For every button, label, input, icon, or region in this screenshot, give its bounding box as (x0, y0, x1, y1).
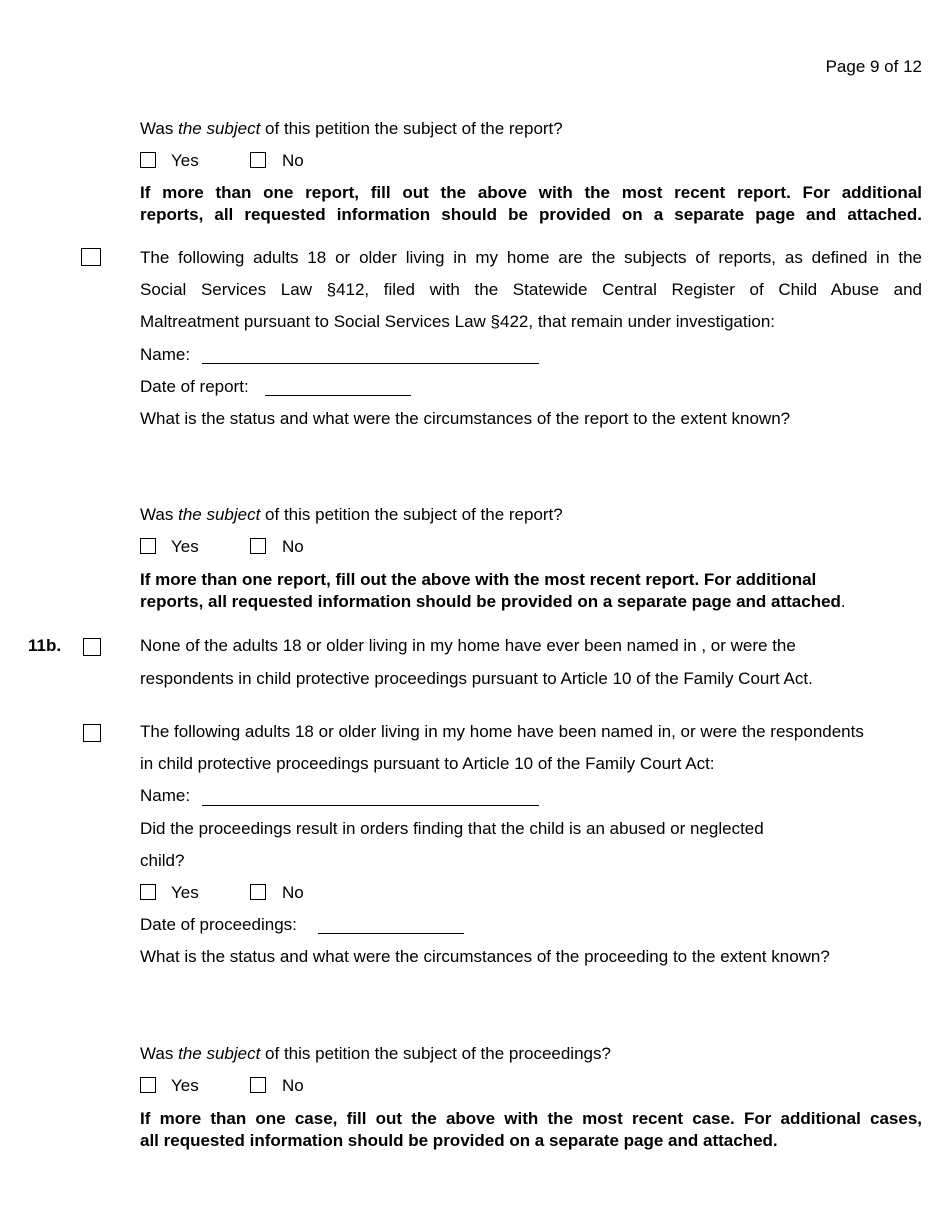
subject-question-proceedings: Was the subject of this petition the subject of the proceedings? (140, 1044, 611, 1063)
status-report-question: What is the status and what were the circumstances of the report to the extent known? (140, 409, 791, 428)
yes-checkbox-3[interactable] (140, 884, 156, 900)
no-label-1: No (282, 151, 304, 170)
no-checkbox-1[interactable] (250, 152, 266, 168)
subject-question-1: Was the subject of this petition the subject of the report? (140, 119, 563, 138)
note-report-2-line1: If more than one report, fill out the above with the most recent report. For additional (140, 570, 817, 589)
note-report-1-line1: If more than one report, fill out the above with the most recent report. For additional (140, 183, 922, 202)
none-adults-line1: None of the adults 18 or older living in my home have ever been named in , or were the (140, 636, 796, 655)
orders-question-line1: Did the proceedings result in orders finding that the child is an abused or neglected (140, 819, 764, 838)
yes-checkbox-2[interactable] (140, 538, 156, 554)
no-label-3: No (282, 883, 304, 902)
name-label-1: Name: (140, 345, 191, 364)
date-report-label: Date of report: (140, 377, 249, 396)
yes-label-2: Yes (171, 537, 199, 556)
no-checkbox-3[interactable] (250, 884, 266, 900)
none-adults-checkbox[interactable] (83, 638, 101, 656)
adults-reports-line3: Maltreatment pursuant to Social Services Law §422, that remain under investigation: (140, 312, 776, 331)
adults-reports-line1: The following adults 18 or older living in my home are the subjects of reports, as defined in the (140, 248, 922, 267)
yes-checkbox-1[interactable] (140, 152, 156, 168)
orders-question-line2: child? (140, 851, 185, 870)
no-label-4: No (282, 1076, 304, 1095)
adults-named-line1: The following adults 18 or older living in my home have been named in, or were the respondents (140, 722, 864, 741)
note-report-1-line2: reports, all requested information should be provided on a separate page and attached. (140, 205, 922, 224)
yes-label-1: Yes (171, 151, 199, 170)
name-label-2: Name: (140, 786, 191, 805)
status-proceeding-question: What is the status and what were the circumstances of the proceeding to the extent known? (140, 947, 830, 966)
yes-label-4: Yes (171, 1076, 199, 1095)
section-11b-label: 11b. (28, 636, 62, 655)
note-report-2-line2: reports, all requested information should be provided on a separate page and attached. (140, 592, 846, 611)
adults-named-checkbox[interactable] (83, 724, 101, 742)
no-checkbox-2[interactable] (250, 538, 266, 554)
adults-named-line2: in child protective proceedings pursuant to Article 10 of the Family Court Act: (140, 754, 715, 773)
name-field-1[interactable] (202, 363, 539, 364)
date-proceedings-field[interactable] (318, 933, 464, 934)
no-checkbox-4[interactable] (250, 1077, 266, 1093)
name-field-2[interactable] (202, 805, 539, 806)
adults-reports-checkbox[interactable] (81, 248, 101, 266)
date-report-field[interactable] (265, 395, 411, 396)
subject-question-2: Was the subject of this petition the subject of the report? (140, 505, 563, 524)
date-proceedings-label: Date of proceedings: (140, 915, 297, 934)
no-label-2: No (282, 537, 304, 556)
adults-reports-line2: Social Services Law §412, filed with the Statewide Central Register of Child Abuse and (140, 280, 922, 299)
note-case-line1: If more than one case, fill out the above with the most recent case. For additional cases, (140, 1109, 922, 1128)
yes-checkbox-4[interactable] (140, 1077, 156, 1093)
note-case-line2: all requested information should be provided on a separate page and attached. (140, 1131, 778, 1150)
none-adults-line2: respondents in child protective proceedings pursuant to Article 10 of the Family Court Act. (140, 669, 813, 688)
yes-label-3: Yes (171, 883, 199, 902)
page-number: Page 9 of 12 (825, 57, 922, 76)
